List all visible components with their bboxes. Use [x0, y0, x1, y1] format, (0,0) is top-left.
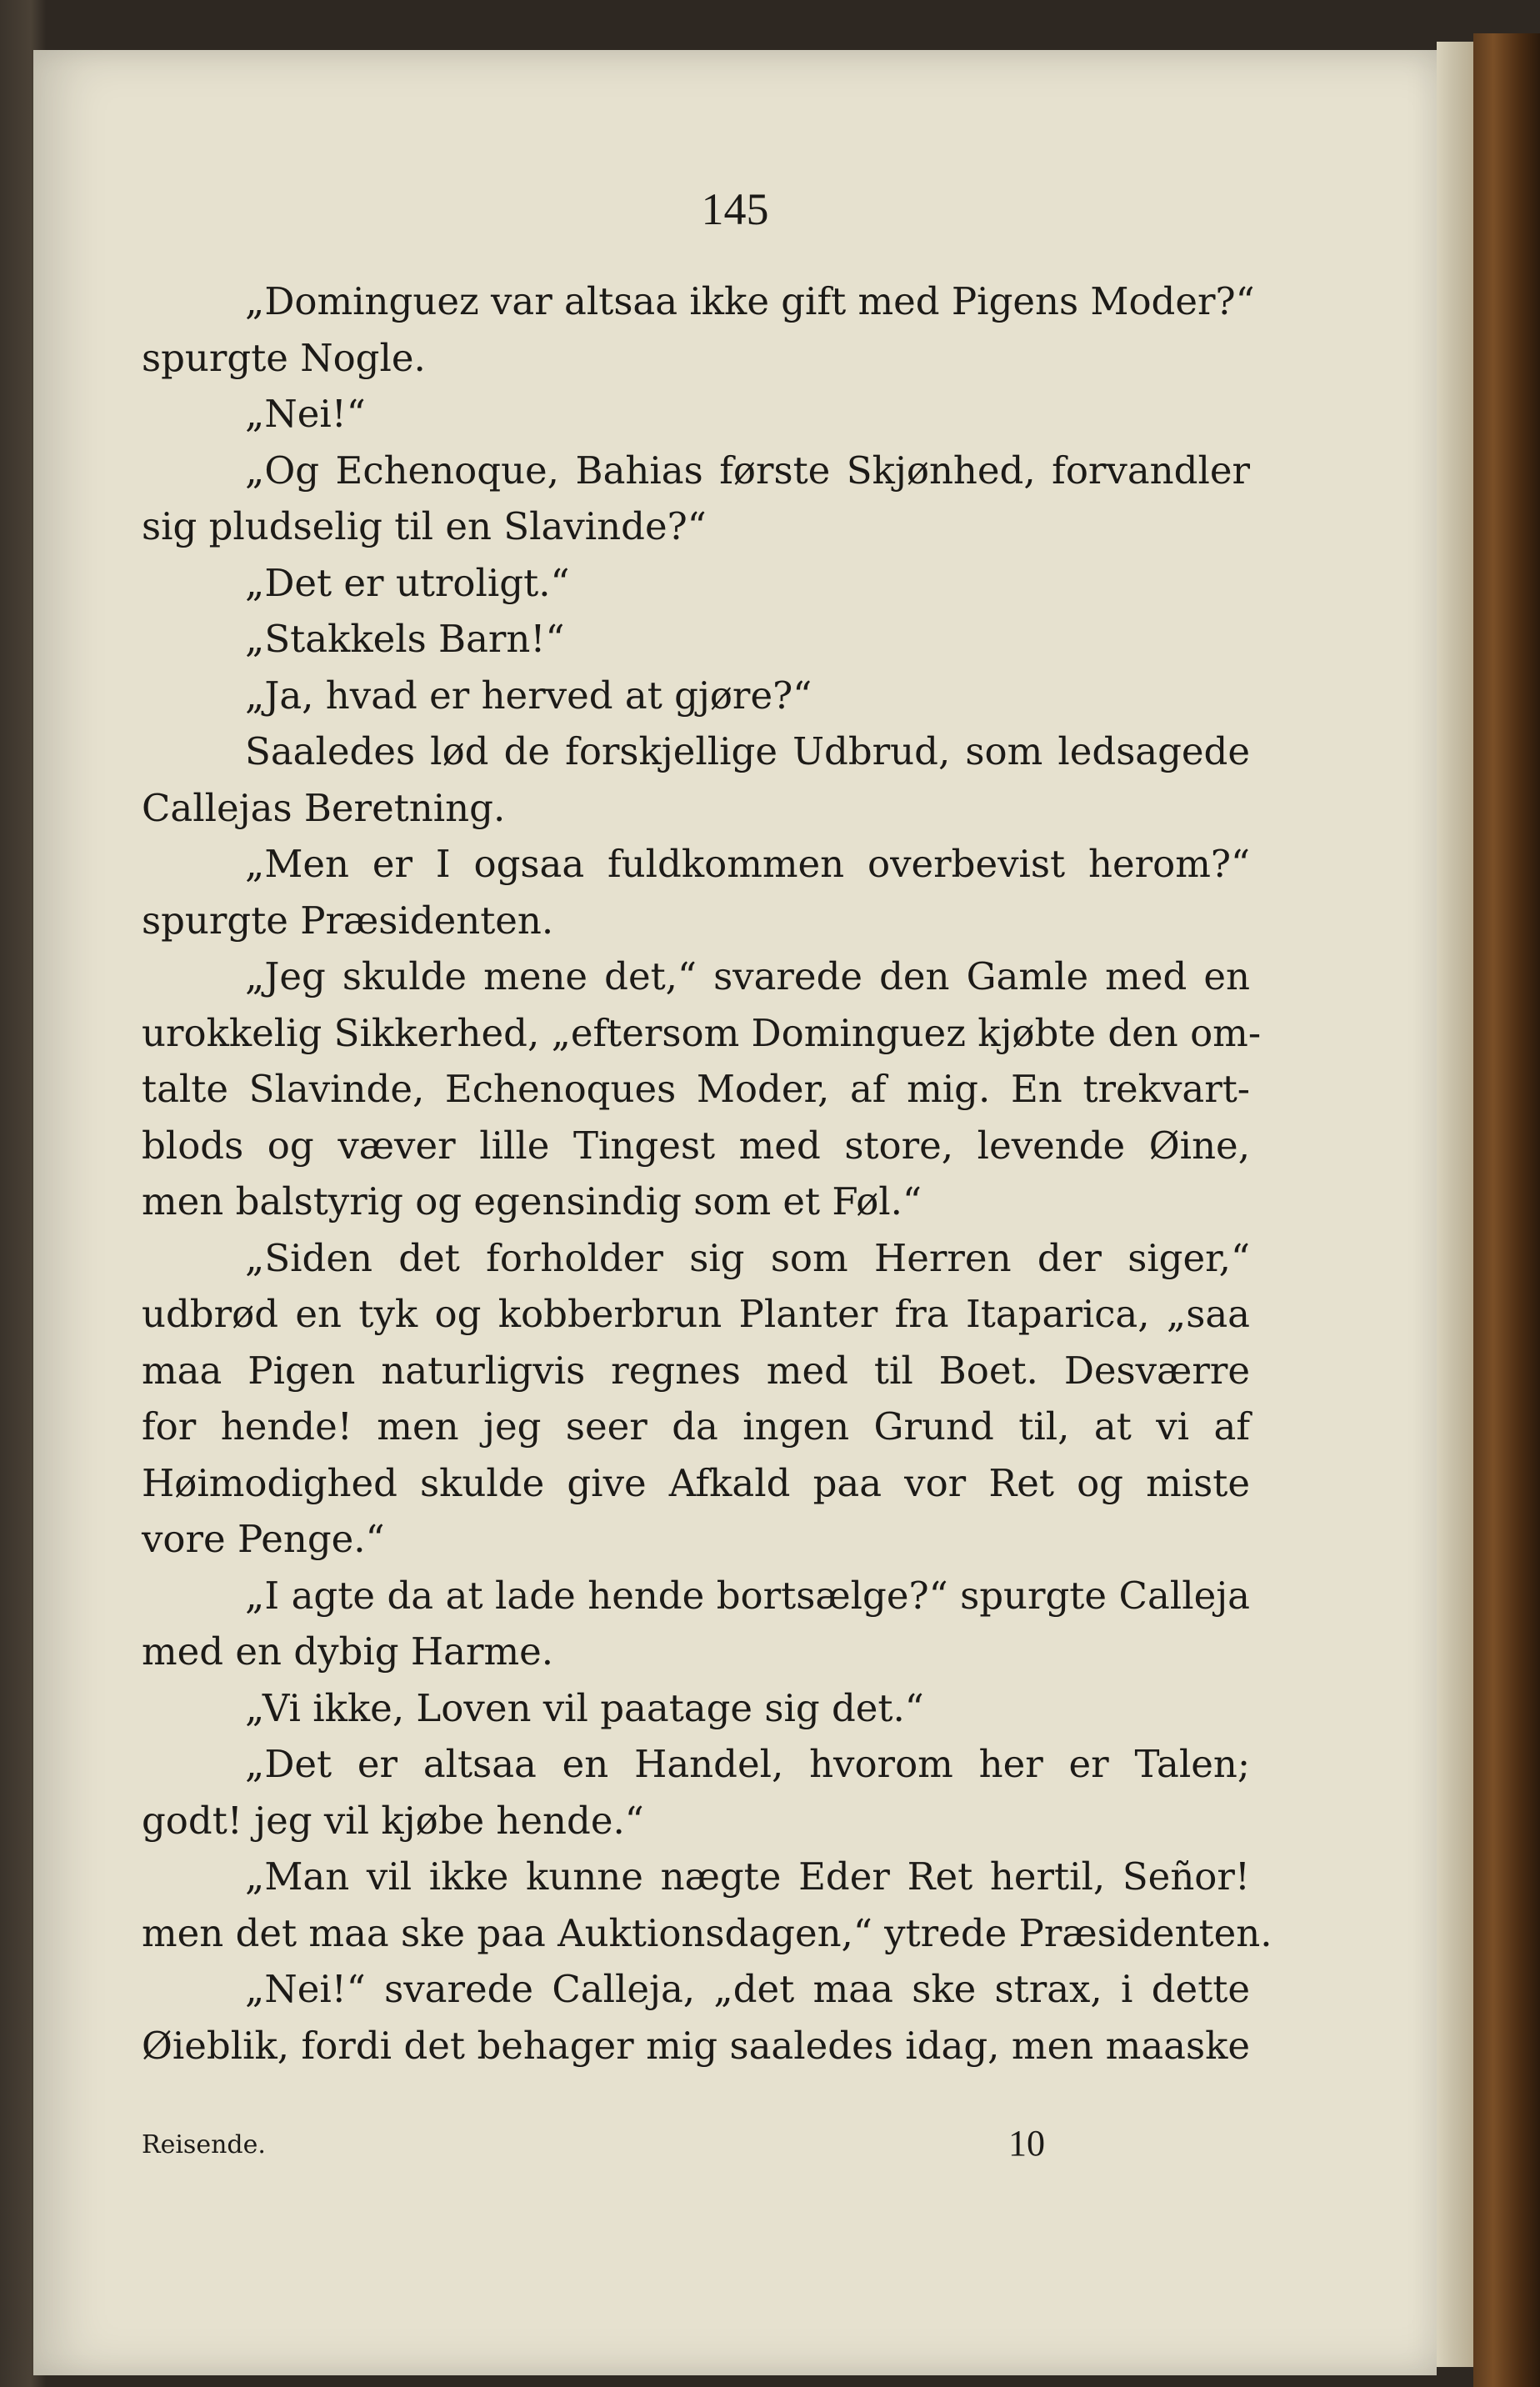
text-line: spurgte Præsidenten.: [142, 898, 554, 943]
text-line: for hende! men jeg seer da ingen Grund til, at vi af: [142, 1404, 1250, 1449]
text-line: sig pludselig til en Slavinde?“: [142, 504, 707, 548]
signature-mark: Reisende.: [142, 2130, 266, 2159]
book-page: [33, 50, 1437, 2375]
text-line: „Det er utroligt.“: [245, 560, 570, 605]
text-line: „Det er altsaa en Handel, hvorom her er Talen;: [245, 1742, 1250, 1786]
book-cover-edge: [1473, 33, 1540, 2387]
text-line: „I agte da at lade hende bortsælge?“ spurgte Calleja: [245, 1573, 1250, 1618]
text-line: „Nei!“: [245, 392, 366, 436]
text-line: blods og væver lille Tingest med store, levende Øine,: [142, 1123, 1250, 1168]
text-line: „Dominguez var altsaa ikke gift med Pigens Moder?“: [245, 279, 1255, 323]
text-line: Øieblik, fordi det behager mig saaledes idag, men maaske: [142, 2023, 1250, 2068]
text-line: „Vi ikke, Loven vil paatage sig det.“: [245, 1685, 924, 1730]
text-line: urokkelig Sikkerhed, „eftersom Dominguez kjøbte den om-: [142, 1010, 1262, 1055]
text-line: men det maa ske paa Auktionsdagen,“ ytrede Præsidenten.: [142, 1910, 1272, 1955]
text-line: „Man vil ikke kunne nægte Eder Ret hertil, Señor!: [245, 1854, 1250, 1899]
text-line: men balstyrig og egensindig som et Føl.“: [142, 1179, 922, 1224]
text-line: „Jeg skulde mene det,“ svarede den Gamle med en: [245, 954, 1250, 998]
sheet-number: 10: [1008, 2123, 1045, 2164]
text-line: „Ja, hvad er herved at gjøre?“: [245, 673, 812, 718]
text-line: „Nei!“ svarede Calleja, „det maa ske strax, i dette: [245, 1967, 1250, 2011]
text-line: udbrød en tyk og kobberbrun Planter fra Itaparica, „saa: [142, 1292, 1250, 1336]
text-line: godt! jeg vil kjøbe hende.“: [142, 1798, 644, 1843]
page-number: 145: [701, 184, 769, 234]
text-line: med en dybig Harme.: [142, 1629, 554, 1674]
text-line: Callejas Beretning.: [142, 785, 506, 830]
text-line: talte Slavinde, Echenoques Moder, af mig. En trekvart-: [142, 1067, 1250, 1111]
text-line: spurgte Nogle.: [142, 335, 426, 380]
text-line: vore Penge.“: [142, 1517, 385, 1561]
text-line: „Stakkels Barn!“: [245, 617, 565, 661]
text-line: maa Pigen naturligvis regnes med til Boet. Desværre: [142, 1348, 1250, 1393]
body-text: [142, 273, 1272, 2074]
text-line: Saaledes lød de forskjellige Udbrud, som ledsagede: [245, 729, 1250, 773]
text-line: „Men er I ogsaa fuldkommen overbevist herom?“: [245, 842, 1250, 886]
page-stack-edge: [1437, 42, 1473, 2367]
text-line: „Siden det forholder sig som Herren der siger,“: [245, 1235, 1250, 1280]
text-line: Høimodighed skulde give Afkald paa vor Ret og miste: [142, 1460, 1250, 1505]
text-line: „Og Echenoque, Bahias første Skjønhed, forvandler: [245, 448, 1250, 493]
